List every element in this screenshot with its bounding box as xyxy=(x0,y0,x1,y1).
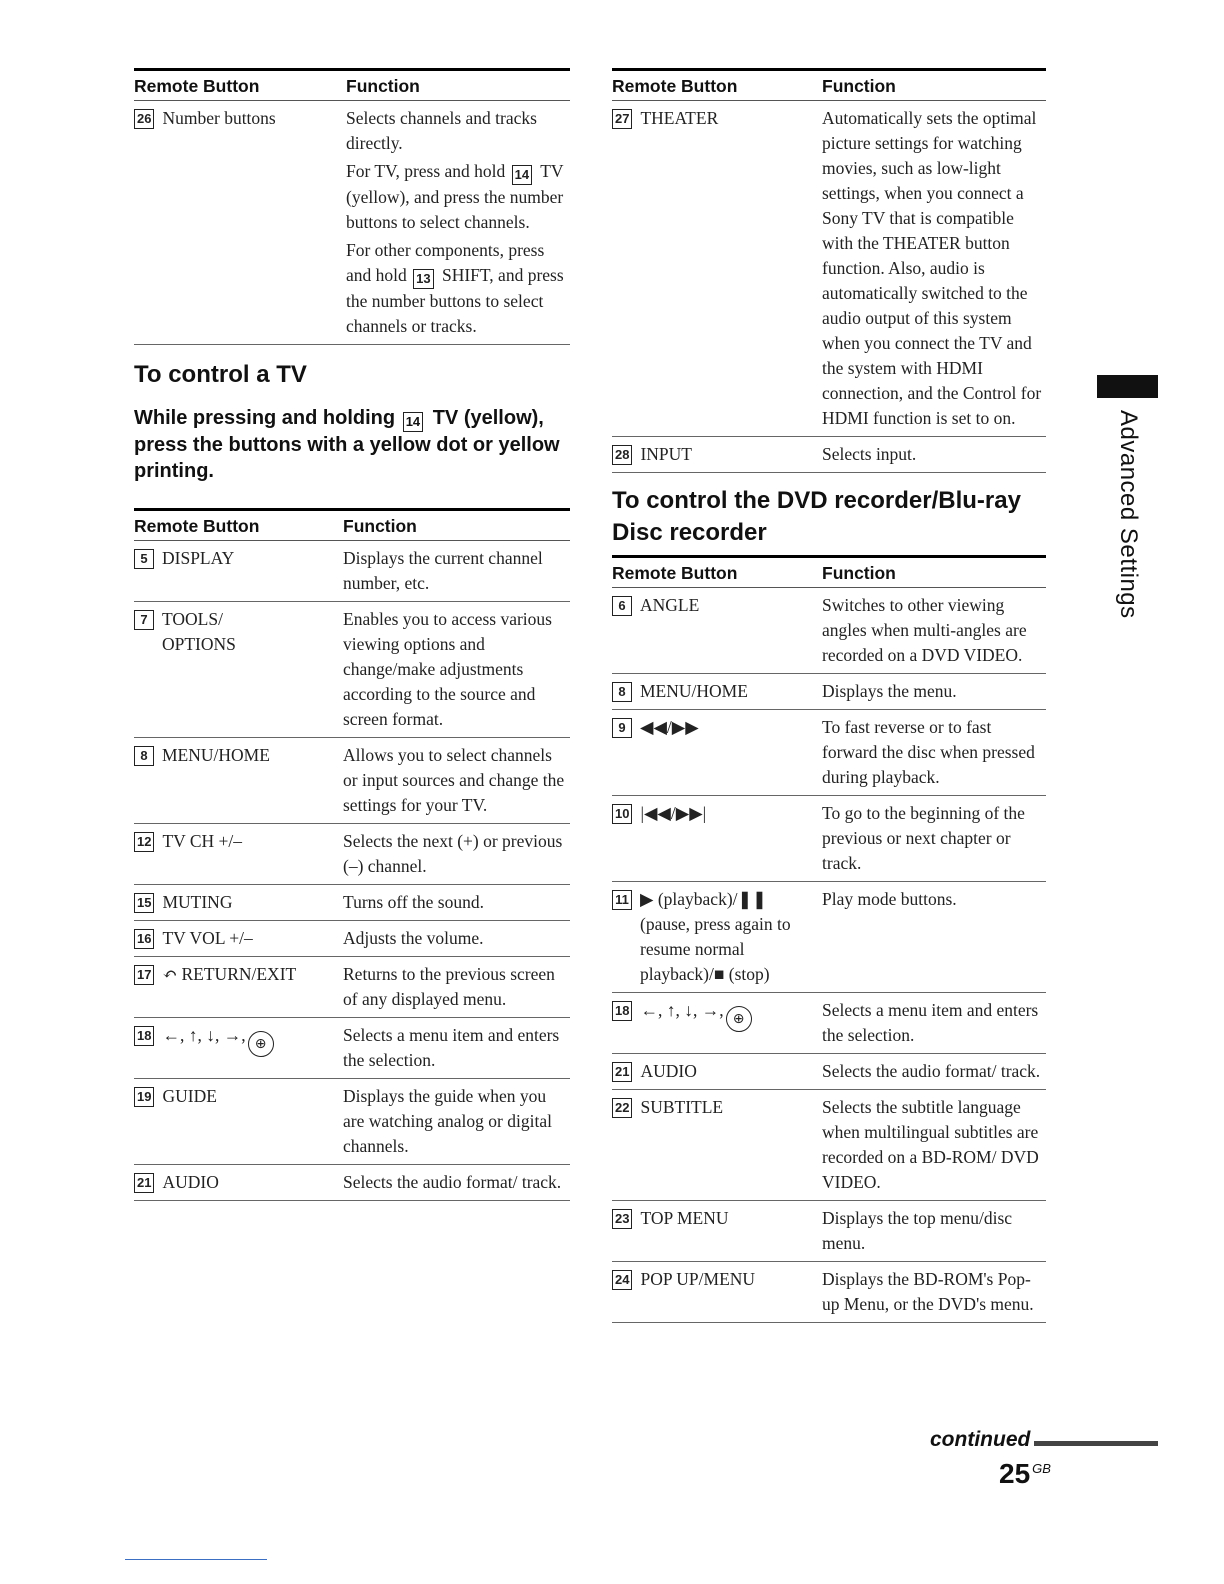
dvd-buttons-table xyxy=(612,555,1046,1323)
function-text: Selects channels and tracks directly. xyxy=(346,108,537,153)
table-row xyxy=(134,602,570,738)
function-cell: Selects a menu item and enters the selection. xyxy=(343,1018,570,1079)
button-cell xyxy=(612,1054,822,1090)
function-cell: Selects the next (+) or previous (–) channel. xyxy=(343,824,570,885)
table-row xyxy=(134,1018,570,1079)
continued-bar xyxy=(1034,1441,1158,1446)
button-label: ANGLE xyxy=(640,595,700,615)
function-cell: Displays the menu. xyxy=(822,674,1046,710)
button-cell xyxy=(134,541,343,602)
button-label: INPUT xyxy=(640,444,692,464)
continued-label: continued xyxy=(930,1428,1031,1451)
header-remote-button: Remote Button xyxy=(134,510,343,541)
button-number: 21 xyxy=(612,1062,632,1082)
button-label: ←, ↑, ↓, →, ⊕ xyxy=(640,998,751,1032)
table-row xyxy=(612,993,1046,1054)
button-number: 22 xyxy=(612,1098,632,1118)
table-row xyxy=(612,1054,1046,1090)
table-row xyxy=(134,921,570,957)
button-cell xyxy=(612,674,822,710)
number-buttons-table xyxy=(134,68,570,345)
button-number: 8 xyxy=(612,682,632,702)
button-cell xyxy=(134,1018,343,1079)
button-cell xyxy=(612,796,822,882)
function-cell: Play mode buttons. xyxy=(822,882,1046,993)
function-cell: Enables you to access various viewing options and change/make adjustments according to the source and screen format. xyxy=(343,602,570,738)
button-label: ←, ↑, ↓, →, ⊕ xyxy=(162,1023,273,1057)
header-remote-button: Remote Button xyxy=(612,557,822,588)
button-number: 28 xyxy=(612,445,632,465)
button-cell xyxy=(134,602,343,738)
button-label: Number buttons xyxy=(162,108,276,128)
section-subtitle-tv: While pressing and holding 14 TV (yellow), press the buttons with a yellow dot or yellow printing. xyxy=(134,407,560,482)
button-number: 21 xyxy=(134,1173,154,1193)
button-label: AUDIO xyxy=(162,1172,219,1192)
function-text: For other components, press and hold 13 SHIFT, and press the number buttons to select channels or tracks. xyxy=(346,240,564,336)
button-cell xyxy=(612,1201,822,1262)
button-number: 6 xyxy=(612,596,632,616)
button-label: AUDIO xyxy=(640,1061,697,1081)
left-column xyxy=(134,68,570,1201)
button-cell xyxy=(612,993,822,1054)
button-label: TV VOL +/– xyxy=(162,928,253,948)
enter-icon: ⊕ xyxy=(248,1031,274,1057)
function-cell: Displays the current channel number, etc. xyxy=(343,541,570,602)
function-cell: Selects the subtitle language when multilingual subtitles are recorded on a BD-ROM/ DVD VIDEO. xyxy=(822,1090,1046,1201)
button-cell xyxy=(612,437,822,473)
table-row xyxy=(612,1262,1046,1323)
button-cell xyxy=(612,1262,822,1323)
bottom-rule xyxy=(125,1559,267,1560)
table-row xyxy=(134,824,570,885)
button-number: 10 xyxy=(612,804,632,824)
button-number: 27 xyxy=(612,109,632,129)
button-label: MENU/HOME xyxy=(640,681,748,701)
dvd-table-body xyxy=(612,588,1046,1323)
function-cell: To fast reverse or to fast forward the disc when pressed during playback. xyxy=(822,710,1046,796)
button-number: 5 xyxy=(134,549,154,569)
button-cell xyxy=(612,588,822,674)
table-row xyxy=(134,738,570,824)
button-number: 9 xyxy=(612,718,632,738)
section-title-dvd: To control the DVD recorder/Blu-ray Disc recorder xyxy=(612,487,1021,546)
button-cell xyxy=(134,101,346,345)
function-cell: Automatically sets the optimal picture settings for watching movies, such as low-light settings, when you connect a Sony TV that is compatible with the THEATER button function. Also, audio is automatically switched to the audio output of this system when you connect the TV and the system with HDMI connection, and the Control for HDMI function is set to on. xyxy=(822,101,1046,437)
table-row xyxy=(134,101,570,345)
button-label: SUBTITLE xyxy=(640,1097,724,1117)
button-number: 11 xyxy=(612,890,632,910)
function-cell: Selects the audio format/ track. xyxy=(343,1165,570,1201)
button-cell xyxy=(612,710,822,796)
header-function: Function xyxy=(822,557,1046,588)
button-cell xyxy=(134,885,343,921)
button-label: MUTING xyxy=(162,892,233,912)
table-row xyxy=(612,1201,1046,1262)
tv-buttons-table xyxy=(134,508,570,1201)
header-function: Function xyxy=(822,70,1046,101)
button-number: 26 xyxy=(134,109,154,129)
table-row xyxy=(612,437,1046,473)
function-cell: Displays the guide when you are watching analog or digital channels. xyxy=(343,1079,570,1165)
button-cell xyxy=(134,921,343,957)
header-function: Function xyxy=(346,70,570,101)
button-label: THEATER xyxy=(640,108,719,128)
table-row xyxy=(134,541,570,602)
function-cell: Selects a menu item and enters the selection. xyxy=(822,993,1046,1054)
function-cell: Switches to other viewing angles when multi-angles are recorded on a DVD VIDEO. xyxy=(822,588,1046,674)
button-cell xyxy=(134,1079,343,1165)
table-row xyxy=(612,1090,1046,1201)
function-cell: Displays the top menu/disc menu. xyxy=(822,1201,1046,1262)
function-cell: To go to the beginning of the previous or next chapter or track. xyxy=(822,796,1046,882)
button-cell xyxy=(612,101,822,437)
button-label: |◀◀/▶▶| xyxy=(640,803,707,823)
function-cell: Selects input. xyxy=(822,437,1046,473)
table-row xyxy=(612,882,1046,993)
button-cell xyxy=(134,738,343,824)
button-number: 12 xyxy=(134,832,154,852)
right-column xyxy=(612,68,1046,1323)
table-row xyxy=(612,101,1046,437)
button-cell xyxy=(134,824,343,885)
button-number: 18 xyxy=(134,1026,154,1046)
function-cell: Selects the audio format/ track. xyxy=(822,1054,1046,1090)
button-label: MENU/HOME xyxy=(162,745,270,765)
button-number: 7 xyxy=(134,610,154,630)
function-cell: Adjusts the volume. xyxy=(343,921,570,957)
enter-icon: ⊕ xyxy=(726,1006,752,1032)
side-section-label: Advanced Settings xyxy=(1115,410,1142,619)
function-cell: Returns to the previous screen of any displayed menu. xyxy=(343,957,570,1018)
button-number: 8 xyxy=(134,746,154,766)
button-label: POP UP/MENU xyxy=(640,1269,756,1289)
function-cell: Turns off the sound. xyxy=(343,885,570,921)
button-number: 15 xyxy=(134,893,154,913)
header-remote-button: Remote Button xyxy=(612,70,822,101)
table-row xyxy=(134,1165,570,1201)
tv-table-body xyxy=(134,541,570,1201)
section-title-tv: To control a TV xyxy=(134,361,307,388)
function-cell: Displays the BD-ROM's Pop-up Menu, or the DVD's menu. xyxy=(822,1262,1046,1323)
page-number: 25 $^{GB}$ xyxy=(999,1458,1051,1489)
button-cell xyxy=(134,957,343,1018)
header-remote-button: Remote Button xyxy=(134,70,346,101)
section-tab-marker xyxy=(1097,375,1158,398)
button-number: 13 xyxy=(413,269,433,289)
button-label: DISPLAY xyxy=(162,548,235,568)
table-row xyxy=(612,710,1046,796)
button-number: 18 xyxy=(612,1001,632,1021)
theater-buttons-table xyxy=(612,68,1046,473)
table-row xyxy=(134,1079,570,1165)
button-label: TOP MENU xyxy=(640,1208,729,1228)
table-row xyxy=(134,885,570,921)
table-row xyxy=(612,588,1046,674)
button-label: ◀◀/▶▶ xyxy=(640,717,699,737)
button-number: 17 xyxy=(134,965,154,985)
table-row xyxy=(134,957,570,1018)
table-row xyxy=(612,796,1046,882)
button-cell xyxy=(612,1090,822,1201)
table-row xyxy=(612,674,1046,710)
button-number: 16 xyxy=(134,929,154,949)
header-function: Function xyxy=(343,510,570,541)
button-label: ↶ RETURN/EXIT xyxy=(162,964,297,984)
button-number: 24 xyxy=(612,1270,632,1290)
button-label: TV CH +/– xyxy=(162,831,243,851)
function-cell: Allows you to select channels or input sources and change the settings for your TV. xyxy=(343,738,570,824)
button-number: 14 xyxy=(403,412,423,432)
button-number: 14 xyxy=(512,165,532,185)
button-label: GUIDE xyxy=(162,1086,217,1106)
button-number: 19 xyxy=(134,1087,154,1107)
button-cell xyxy=(134,1165,343,1201)
button-label: ▶ (playback)/❚❚ (pause, press again to resume normal playback)/■ (stop) xyxy=(640,889,791,984)
button-cell xyxy=(612,882,822,993)
button-number: 23 xyxy=(612,1209,632,1229)
function-text: For TV, press and hold 14 TV (yellow), and press the number buttons to select channels. xyxy=(346,161,564,232)
function-cell xyxy=(346,101,570,345)
button-label: TOOLS/ OPTIONS xyxy=(162,609,236,654)
theater-table-body xyxy=(612,101,1046,473)
